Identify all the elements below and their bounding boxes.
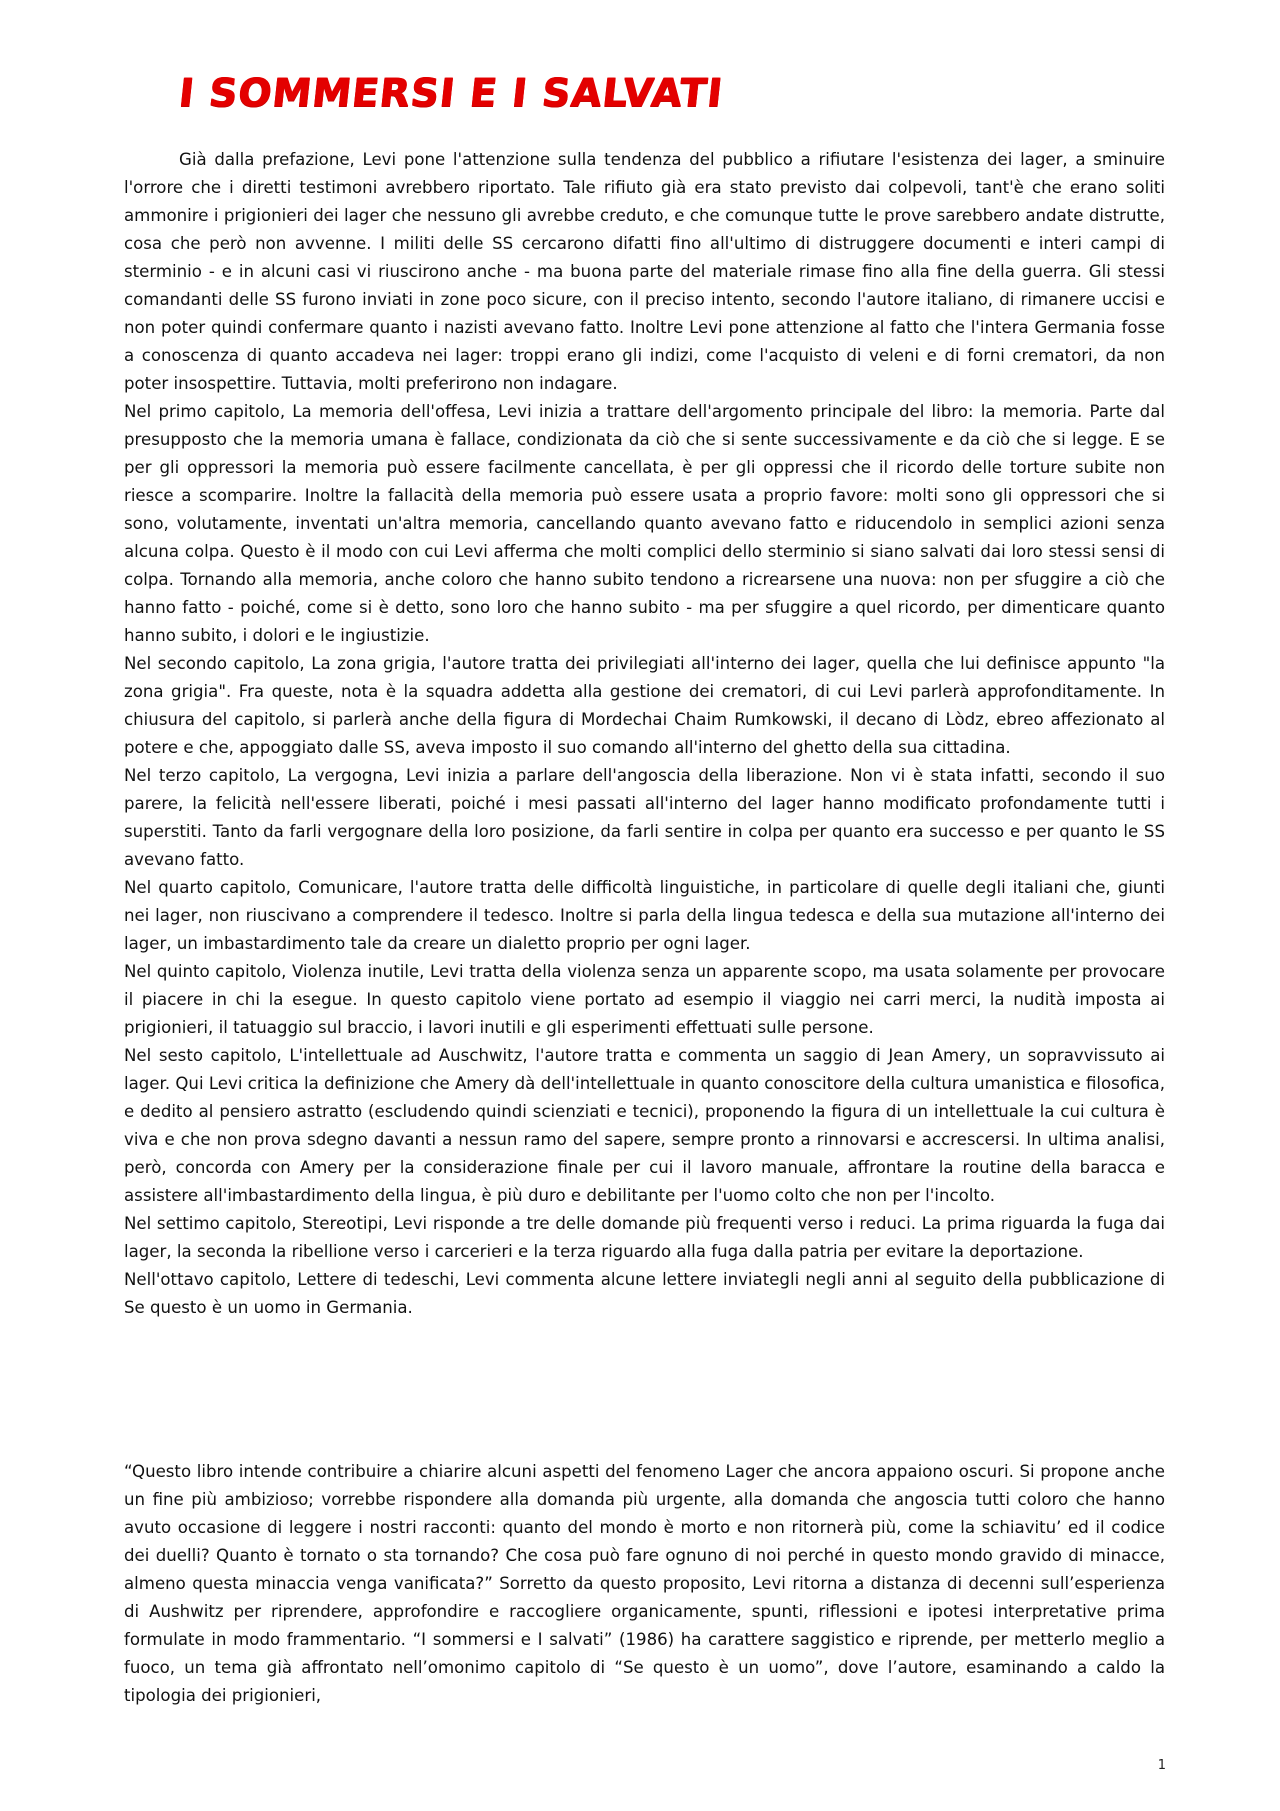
page-number: 1 xyxy=(1157,1758,1166,1773)
chapter-two-paragraph: Nel secondo capitolo, La zona grigia, l'autore tratta dei privilegiati all'interno dei lager, quella che lui definisce appunto "la zona grigia". Fra queste, nota è la squadra addetta alla gestione dei crematori, di cui Levi parlerà approfonditamente. In chiusura del capitolo, si parlerà anche della figura di Mordechai Chaim Rumkowski, il decano di Lòdz, ebreo affezionato al potere e che, appoggiato dalle SS, aveva imposto il suo comando all'interno del ghetto della sua cittadina. xyxy=(124,654,1165,757)
chapter-five-paragraph: Nel quinto capitolo, Violenza inutile, Levi tratta della violenza senza un apparente scopo, ma usata solamente per provocare il piacere in chi la esegue. In questo capitolo viene portato ad esempio il viaggio nei carri merci, la nudità imposta ai prigionieri, il tatuaggio sul braccio, i lavori inutili e gli esperimenti effettuati sulle persone. xyxy=(124,962,1165,1037)
chapter-eight-paragraph: Nell'ottavo capitolo, Lettere di tedeschi, Levi commenta alcune lettere inviategli negli anni al seguito della pubblicazione di Se questo è un uomo in Germania. xyxy=(124,1270,1165,1317)
document-title: I SOMMERSI E I SALVATI xyxy=(176,71,725,116)
chapter-seven-paragraph: Nel settimo capitolo, Stereotipi, Levi risponde a tre delle domande più frequenti verso i reduci. La prima riguarda la fuga dai lager, la seconda la ribellione verso i carcerieri e la terza riguardo alla fuga dalla patria per evitare la deportazione. xyxy=(124,1214,1165,1261)
quotation-paragraph: “Questo libro intende contribuire a chiarire alcuni aspetti del fenomeno Lager che ancora appaiono oscuri. Si propone anche un fine più ambizioso; vorrebbe rispondere alla domanda più urgente, alla domanda che angoscia tutti coloro che hanno avuto occasione di leggere i nostri racconti: quanto del mondo è morto e non ritornerà più, come la schiavitu’ ed il codice dei duelli? Quanto è tornato o sta tornando? Che cosa può fare ognuno di noi perché in questo mondo gravido di minacce, almeno questa minaccia venga vanificata?” Sorretto da questo proposito, Levi ritorna a distanza di decenni sull’esperienza di Aushwitz per riprendere, approfondire e raccogliere organicamente, spunti, riflessioni e ipotesi interpretative prima formulate in modo frammentario. “I sommersi e I salvati” (1986) ha carattere saggistico e riprende, per metterlo meglio a fuoco, un tema già affrontato nell’omonimo capitolo di “Se questo è un uomo”, dove l’autore, esaminando a caldo la tipologia dei prigionieri, xyxy=(124,1462,1165,1705)
chapter-one-paragraph: Nel primo capitolo, La memoria dell'offesa, Levi inizia a trattare dell'argomento principale del libro: la memoria. Parte dal presupposto che la memoria umana è fallace, condizionata da ciò che si sente successivamente e da ciò che si legge. E se per gli oppressori la memoria può essere facilmente cancellata, è per gli oppressi che il ricordo delle torture subite non riesce a scomparire. Inoltre la fallacità della memoria può essere usata a proprio favore: molti sono gli oppressori che si sono, volutamente, inventati un'altra memoria, cancellando quanto avevano fatto e riducendolo in semplici azioni senza alcuna colpa. Questo è il modo con cui Levi afferma che molti complici dello sterminio si siano salvati dai loro stessi sensi di colpa. Tornando alla memoria, anche coloro che hanno subito tendono a ricrearsene una nuova: non per sfuggire a ciò che hanno fatto - poiché, come si è detto, sono loro che hanno subito - ma per sfuggire a quel ricordo, per dimenticare quanto hanno subito, i dolori e le ingiustizie. xyxy=(124,402,1165,645)
chapter-three-paragraph: Nel terzo capitolo, La vergogna, Levi inizia a parlare dell'angoscia della liberazione. Non vi è stata infatti, secondo il suo parere, la felicità nell'essere liberati, poiché i mesi passati all'interno del lager hanno modificato profondamente tutti i superstiti. Tanto da farli vergognare della loro posizione, da farli sentire in colpa per quanto era successo e per quanto le SS avevano fatto. xyxy=(124,766,1165,869)
chapter-six-paragraph: Nel sesto capitolo, L'intellettuale ad Auschwitz, l'autore tratta e commenta un saggio di Jean Amery, un sopravvissuto ai lager. Qui Levi critica la definizione che Amery dà dell'intellettuale in quanto conoscitore della cultura umanistica e filosofica, e dedito al pensiero astratto (escludendo quindi scienziati e tecnici), proponendo la figura di un intellettuale la cui cultura è viva e che non prova sdegno davanti a nessun ramo del sapere, sempre pronto a rinnovarsi e accrescersi. In ultima analisi, però, concorda con Amery per la considerazione finale per cui il lavoro manuale, affrontare la routine della baracca e assistere all'imbastardimento della lingua, è più duro e debilitante per l'uomo colto che non per l'incolto. xyxy=(124,1046,1165,1205)
summary-body xyxy=(124,146,1165,1322)
chapter-four-paragraph: Nel quarto capitolo, Comunicare, l'autore tratta delle difficoltà linguistiche, in particolare di quelle degli italiani che, giunti nei lager, non riuscivano a comprendere il tedesco. Inoltre si parla della lingua tedesca e della sua mutazione all'interno dei lager, un imbastardimento tale da creare un dialetto proprio per ogni lager. xyxy=(124,878,1165,953)
intro-paragraph: Già dalla prefazione, Levi pone l'attenzione sulla tendenza del pubblico a rifiutare l'esistenza dei lager, a sminuire l'orrore che i diretti testimoni avrebbero riportato. Tale rifiuto già era stato previsto dai colpevoli, tant'è che erano soliti ammonire i prigionieri dei lager che nessuno gli avrebbe creduto, e che comunque tutte le prove sarebbero andate distrutte, cosa che però non avvenne. I militi delle SS cercarono difatti fino all'ultimo di distruggere documenti e interi campi di sterminio - e in alcuni casi vi riuscirono anche - ma buona parte del materiale rimase fino alla fine della guerra. Gli stessi comandanti delle SS furono inviati in zone poco sicure, con il preciso intento, secondo l'autore italiano, di rimanere uccisi e non poter quindi confermare quanto i nazisti avevano fatto. Inoltre Levi pone attenzione al fatto che l'intera Germania fosse a conoscenza di quanto accadeva nei lager: troppi erano gli indizi, come l'acquisto di veleni e di forni crematori, da non poter insospettire. Tuttavia, molti preferirono non indagare. xyxy=(124,150,1165,393)
